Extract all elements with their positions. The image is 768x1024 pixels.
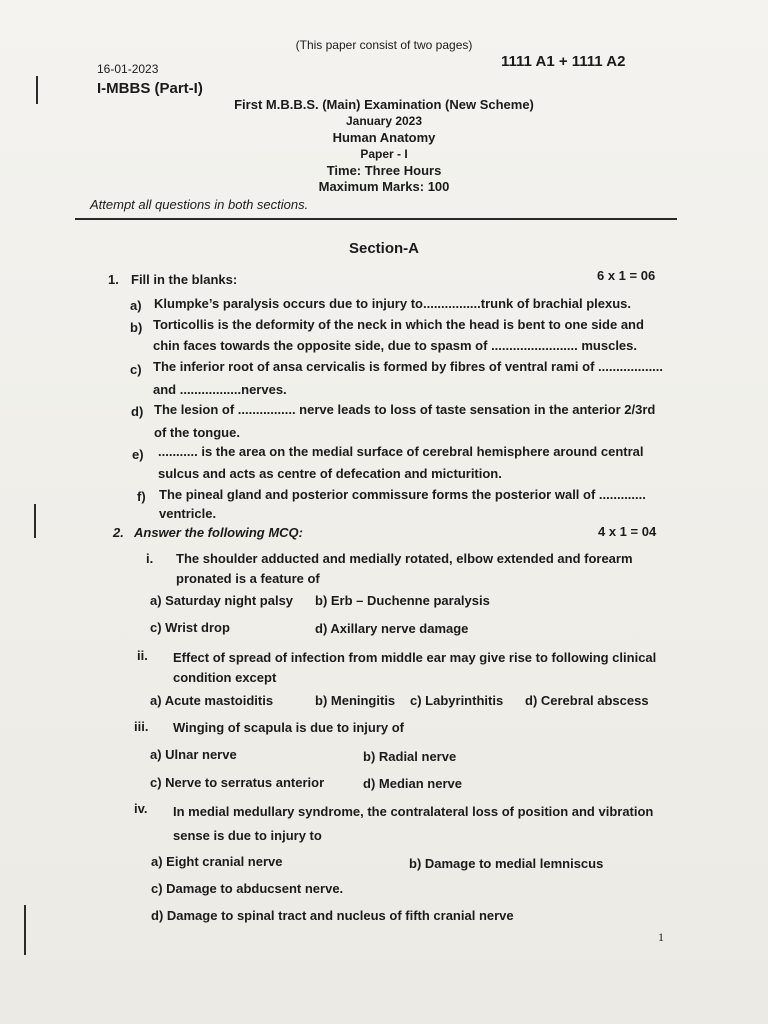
item-text: chin faces towards the opposite side, due to spasm of ........................ muscles. (153, 338, 638, 353)
mcq-option: d) Axillary nerve damage (315, 621, 469, 636)
item-label: d) (131, 404, 144, 419)
mcq-stem: Winging of scapula is due to injury of (173, 720, 404, 735)
item-text: and .................nerves. (153, 382, 287, 397)
mcq-number: iii. (134, 719, 149, 734)
margin-mark (34, 504, 36, 538)
paper-number: Paper - I (360, 147, 408, 161)
mcq-number: ii. (137, 648, 148, 663)
exam-time: Time: Three Hours (326, 163, 442, 178)
mcq-stem: sense is due to injury to (173, 828, 322, 843)
item-text: sulcus and acts as centre of defecation and micturition. (158, 466, 502, 481)
mcq-option: b) Radial nerve (363, 749, 457, 764)
item-label: c) (130, 362, 142, 377)
question-marks: 6 x 1 = 06 (597, 268, 656, 283)
subject: Human Anatomy (332, 130, 436, 145)
item-label: e) (132, 447, 144, 462)
mcq-option: b) Damage to medial lemniscus (409, 856, 604, 871)
item-text: The pineal gland and posterior commissure forms the posterior wall of ............. (159, 487, 646, 502)
item-label: f) (137, 489, 146, 504)
item-text: ventricle. (159, 506, 217, 521)
mcq-option: b) Erb – Duchenne paralysis (315, 593, 490, 608)
course-title: I-MBBS (Part-I) (97, 80, 203, 97)
mcq-option: a) Acute mastoiditis (150, 693, 274, 708)
header-divider (75, 218, 677, 220)
item-label: b) (130, 320, 143, 335)
exam-date: 16-01-2023 (97, 62, 159, 76)
maximum-marks: Maximum Marks: 100 (318, 179, 450, 194)
mcq-number: iv. (134, 801, 148, 816)
item-text: Klumpke’s paralysis occurs due to injury to................trunk of brachial plexus. (154, 296, 632, 311)
question-title: Answer the following MCQ: (134, 525, 303, 540)
page-note: (This paper consist of two pages) (295, 38, 473, 52)
mcq-option: c) Wrist drop (150, 620, 230, 635)
question-marks: 4 x 1 = 04 (598, 524, 657, 539)
mcq-option: a) Eight cranial nerve (151, 854, 283, 869)
item-text: The inferior root of ansa cervicalis is formed by fibres of ventral rami of .................. (153, 359, 664, 374)
mcq-number: i. (146, 551, 154, 566)
mcq-option: c) Labyrinthitis (410, 693, 504, 708)
mcq-option: c) Damage to abducsent nerve. (151, 881, 344, 896)
mcq-stem: pronated is a feature of (176, 571, 320, 586)
mcq-option: a) Saturday night palsy (150, 593, 294, 608)
item-text: The lesion of ................ nerve leads to loss of taste sensation in the anterior 2/3rd (154, 402, 656, 417)
mcq-option: d) Cerebral abscess (525, 693, 649, 708)
mcq-stem: condition except (173, 670, 277, 685)
question-number: 1. (108, 272, 119, 287)
item-label: a) (130, 298, 142, 313)
exam-session: January 2023 (345, 114, 423, 128)
section-title: Section-A (348, 240, 419, 257)
mcq-stem: Effect of spread of infection from middle ear may give rise to following clinical (173, 650, 657, 665)
item-text: of the tongue. (154, 425, 240, 440)
mcq-option: b) Meningitis (315, 693, 396, 708)
mcq-option: a) Ulnar nerve (150, 747, 237, 762)
question-number: 2. (113, 525, 124, 540)
item-text: ........... is the area on the medial surface of cerebral hemisphere around central (158, 444, 644, 459)
margin-mark (24, 905, 26, 955)
mcq-option: d) Median nerve (363, 776, 462, 791)
item-text: Torticollis is the deformity of the neck in which the head is bent to one side and (153, 317, 644, 332)
page-number: 1 (658, 930, 664, 944)
mcq-option: d) Damage to spinal tract and nucleus of fifth cranial nerve (151, 908, 514, 923)
exam-title: First M.B.B.S. (Main) Examination (New Scheme) (234, 97, 534, 112)
question-title: Fill in the blanks: (131, 272, 238, 287)
mcq-stem: The shoulder adducted and medially rotated, elbow extended and forearm (176, 551, 633, 566)
instruction: Attempt all questions in both sections. (90, 197, 309, 212)
paper-code: 1111 A1 + 1111 A2 (501, 53, 626, 70)
mcq-stem: In medial medullary syndrome, the contralateral loss of position and vibration (173, 804, 654, 819)
mcq-option: c) Nerve to serratus anterior (150, 775, 325, 790)
